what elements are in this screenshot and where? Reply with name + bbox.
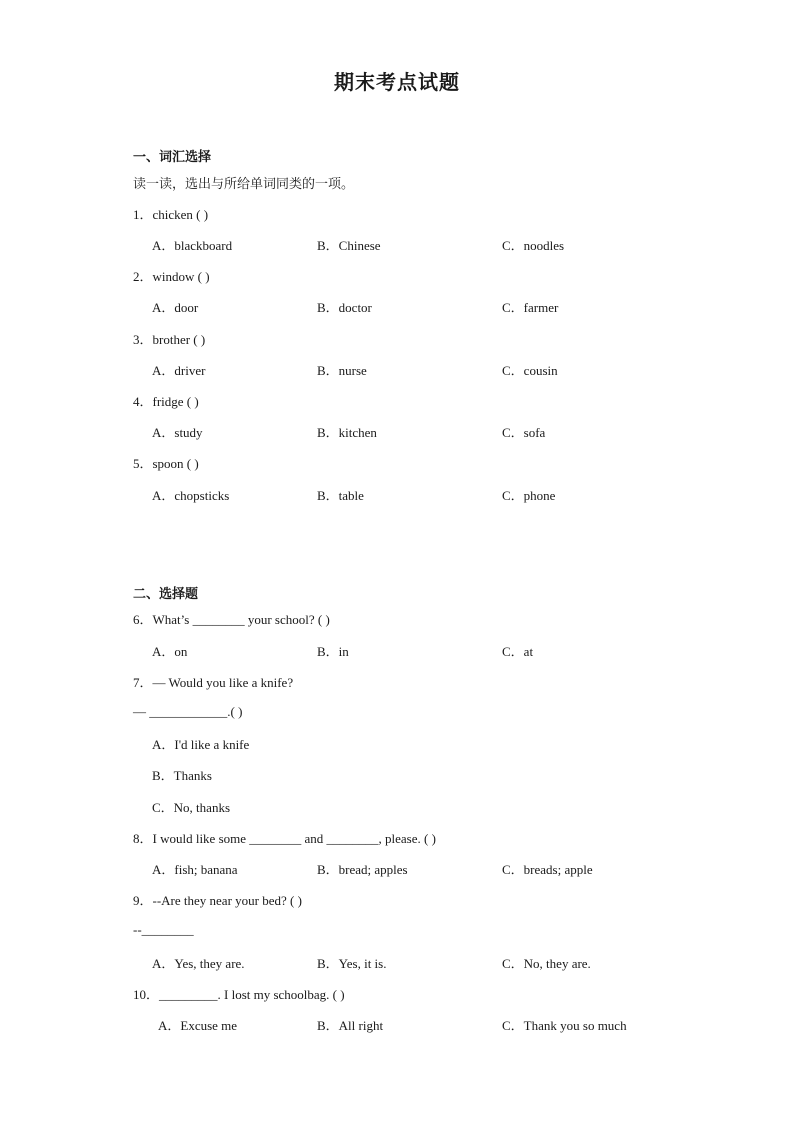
question-1-option-b[interactable]: B．Chinese — [317, 238, 381, 253]
question-9-answer-line: --________ — [133, 922, 194, 937]
question-4-option-b[interactable]: B．kitchen — [317, 425, 377, 440]
question-6-option-c[interactable]: C．at — [502, 644, 534, 659]
question-7-option-a[interactable]: A．I'd like a knife — [152, 737, 250, 752]
question-6-stem: 6．What’s ________ your school? ( ) — [133, 612, 330, 627]
question-10-option-c[interactable]: C．Thank you so much — [502, 1018, 627, 1033]
question-5-stem: 5．spoon ( ) — [133, 456, 199, 471]
question-1-option-a[interactable]: A．blackboard — [152, 238, 233, 253]
question-9-option-a[interactable]: A．Yes, they are. — [152, 956, 245, 971]
question-4-option-c[interactable]: C．sofa — [502, 425, 546, 440]
question-1-option-c[interactable]: C．noodles — [502, 238, 565, 253]
question-10-option-a[interactable]: A．Excuse me — [158, 1018, 238, 1033]
question-10-option-b[interactable]: B．All right — [317, 1018, 384, 1033]
question-2-stem: 2．window ( ) — [133, 269, 210, 284]
question-3-stem: 3．brother ( ) — [133, 332, 206, 347]
section-1-heading: 一、词汇选择 — [133, 149, 212, 164]
question-3-option-b[interactable]: B．nurse — [317, 363, 367, 378]
section-2-heading: 二、选择题 — [133, 586, 199, 601]
question-8-option-b[interactable]: B．bread; apples — [317, 862, 408, 877]
question-2-option-b[interactable]: B．doctor — [317, 300, 372, 315]
question-9-stem: 9．--Are they near your bed? ( ) — [133, 893, 302, 908]
question-5-option-b[interactable]: B．table — [317, 488, 364, 503]
question-7-stem: 7．— Would you like a knife? — [133, 675, 294, 690]
question-7-option-c[interactable]: C．No, thanks — [152, 800, 231, 815]
question-2-option-c[interactable]: C．farmer — [502, 300, 559, 315]
question-1-stem: 1．chicken ( ) — [133, 207, 209, 222]
question-7-option-b[interactable]: B．Thanks — [152, 768, 212, 783]
question-3-option-c[interactable]: C．cousin — [502, 363, 558, 378]
question-9-option-c[interactable]: C．No, they are. — [502, 956, 591, 971]
question-10-stem: 10．_________. I lost my schoolbag. ( ) — [133, 987, 345, 1002]
question-3-option-a[interactable]: A．driver — [152, 363, 206, 378]
question-2-option-a[interactable]: A．door — [152, 300, 199, 315]
question-4-stem: 4．fridge ( ) — [133, 394, 199, 409]
question-8-option-a[interactable]: A．fish; banana — [152, 862, 238, 877]
question-5-option-c[interactable]: C．phone — [502, 488, 556, 503]
question-9-option-b[interactable]: B．Yes, it is. — [317, 956, 387, 971]
question-6-option-a[interactable]: A．on — [152, 644, 188, 659]
question-7-answer-line: — ____________.( ) — [133, 704, 243, 719]
question-5-option-a[interactable]: A．chopsticks — [152, 488, 230, 503]
question-8-stem: 8．I would like some ________ and ________, please. ( ) — [133, 831, 436, 846]
question-6-option-b[interactable]: B．in — [317, 644, 349, 659]
question-8-option-c[interactable]: C．breads; apple — [502, 862, 593, 877]
section-1-instruction: 读一读，选出与所给单词同类的一项。 — [133, 176, 355, 191]
question-4-option-a[interactable]: A．study — [152, 425, 203, 440]
page-title: 期末考点试题 — [334, 72, 460, 94]
